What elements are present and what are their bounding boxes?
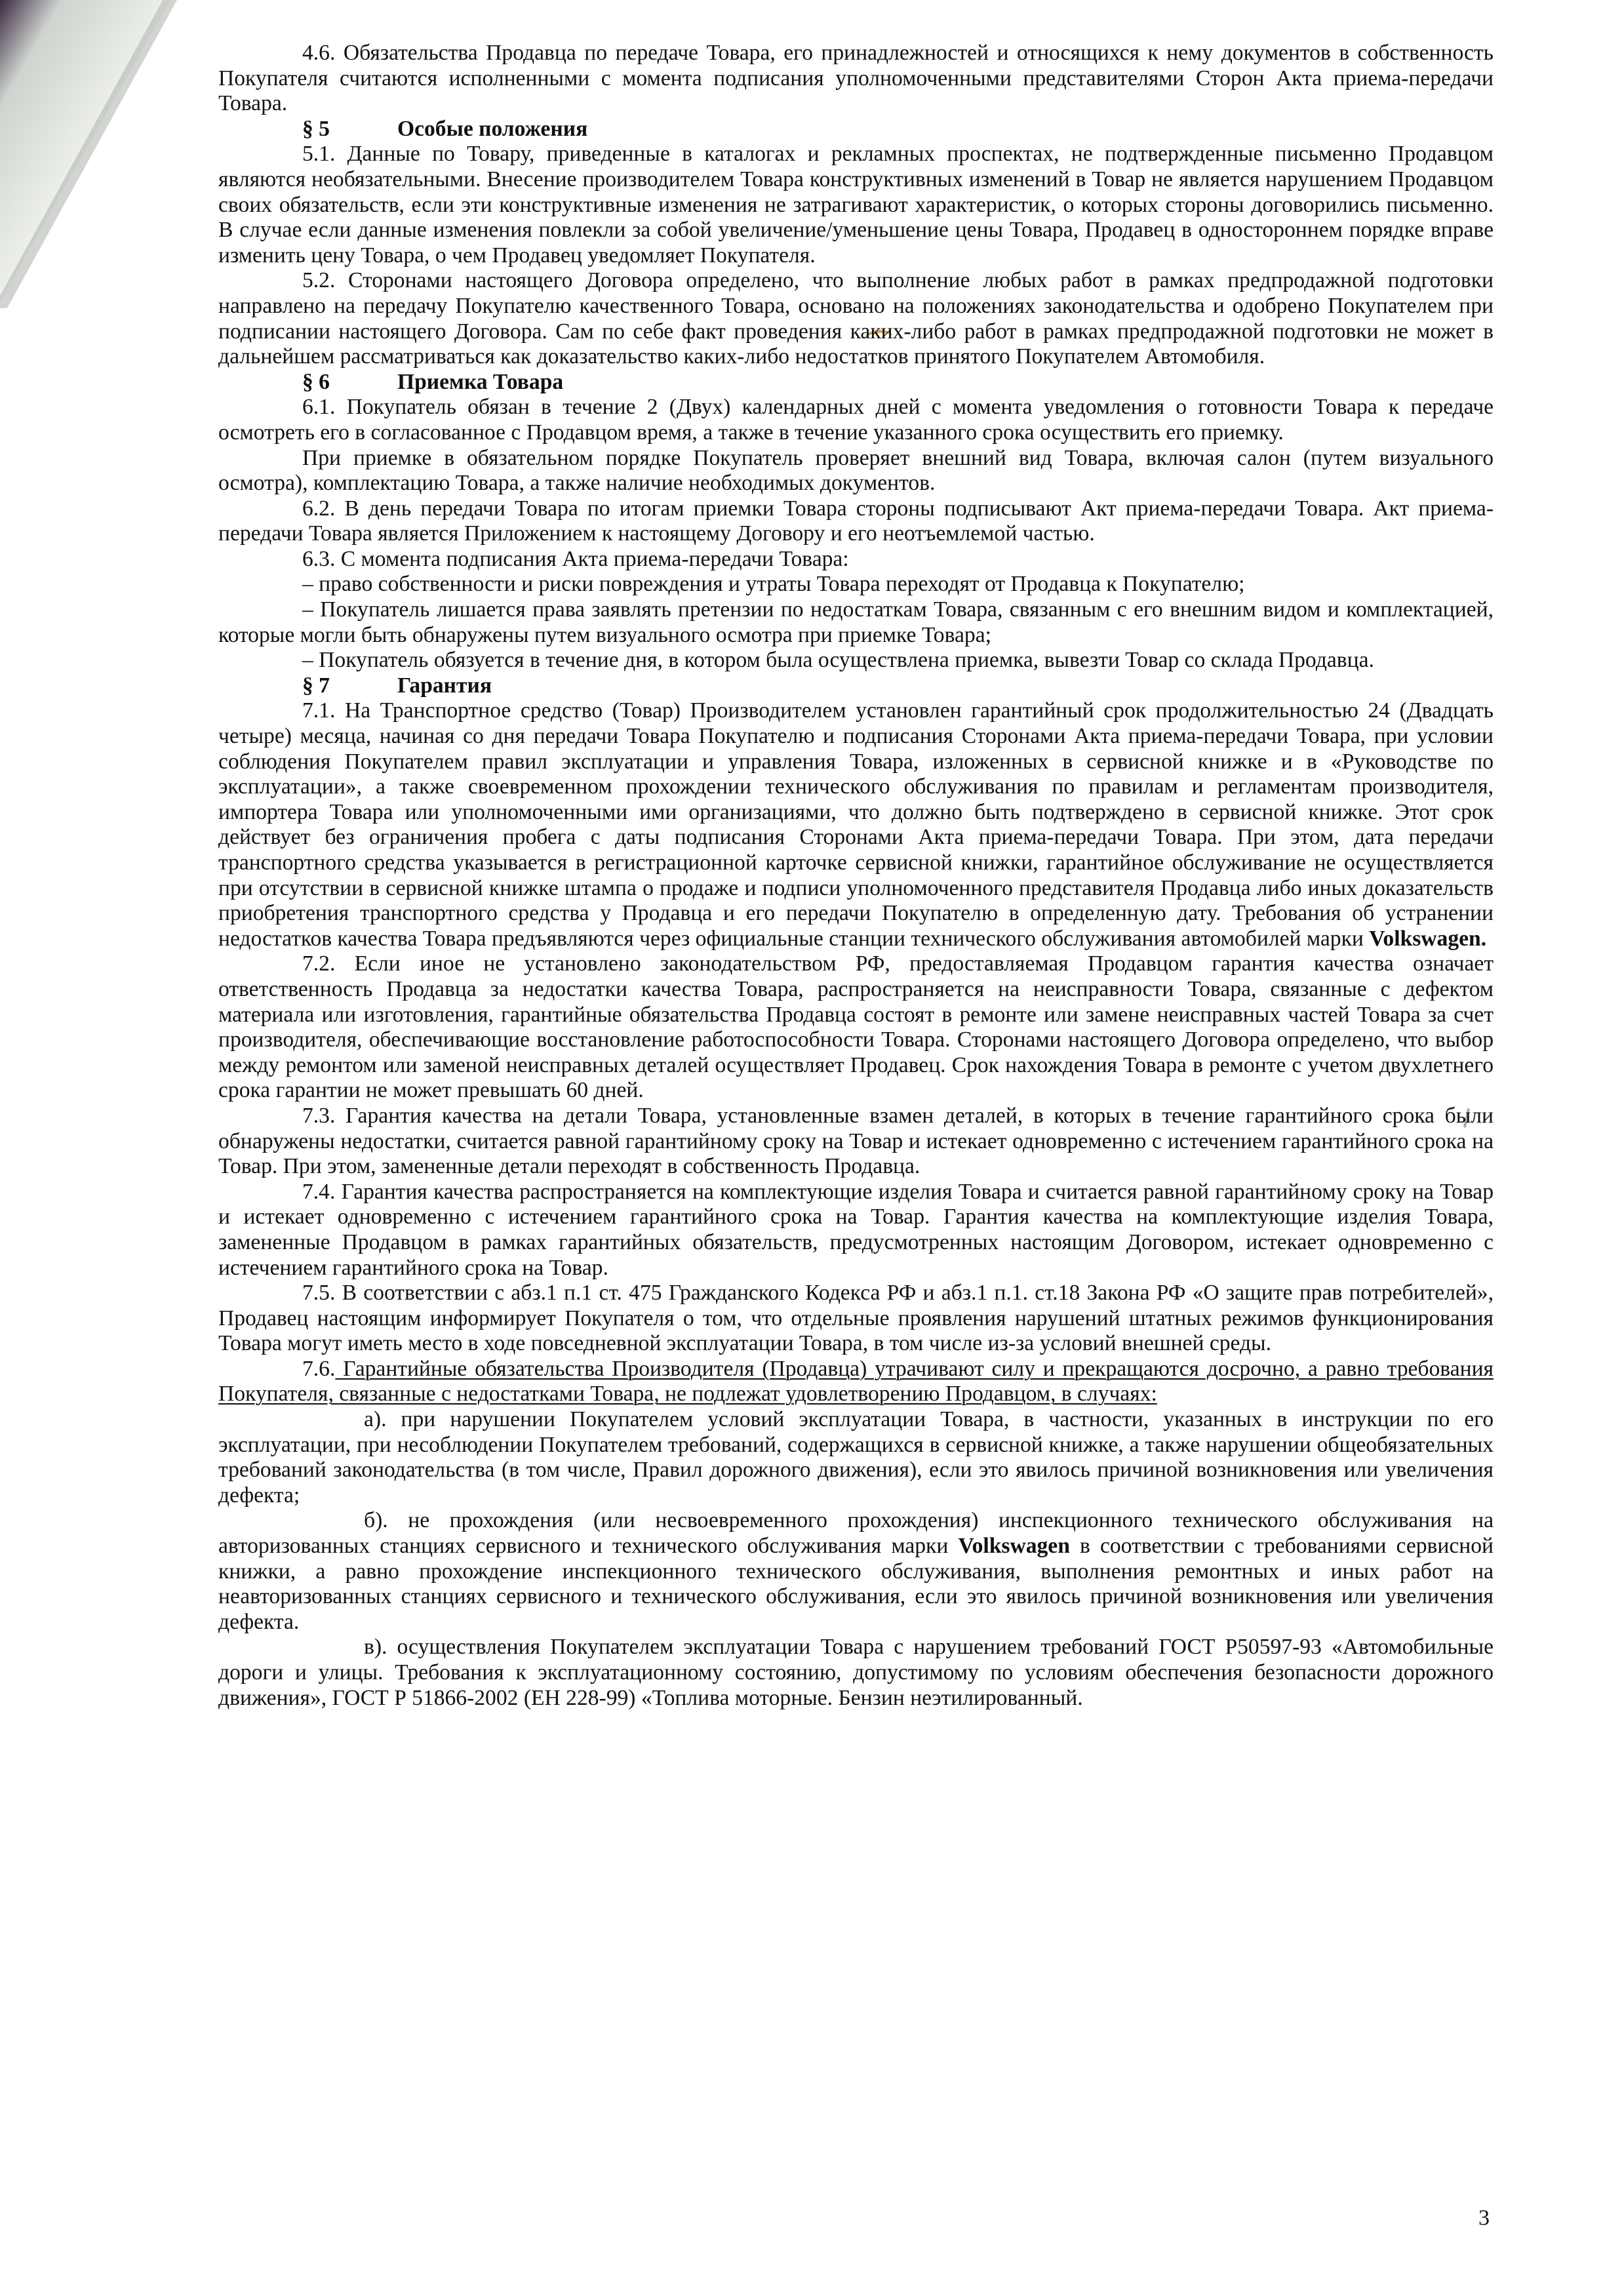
clause-6-1: 6.1. Покупатель обязан в течение 2 (Двух) календарных дней с момента уведомления о готовности Товара к передаче осмотреть его в согласованное с Продавцом время, а также в течение указанного срока осуществить его приемку. [218,395,1494,445]
clause-7-6-v: в). осуществления Покупателем эксплуатации Товара с нарушением требований ГОСТ Р50597-93 «Автомобильные дороги и улицы. Требования к эксплуатационному состоянию, допустимому по условиям обеспечения безопасности дорожного движения», ГОСТ Р 51866-2002 (ЕН 228-99) «Топлива моторные. Бензин неэтилированный. [218,1635,1494,1710]
page-number: 3 [1478,2206,1490,2230]
clause-7-6 [218,1357,1494,1407]
clause-7-1-text: 7.1. На Транспортное средство (Товар) Производителем установлен гарантийный срок продолжительностью 24 (Двадцать четыре) месяца, начиная со дня передачи Товара Покупателю и подписания Сторонами Акта приема-передачи Товара, при условии соблюдения Покупателем правил эксплуатации и управления Товара, изложенных в сервисной книжке и в «Руководстве по эксплуатации», а также своевременном прохождении технического обслуживания по правилам и регламентам производителя, импортера Товара или уполномоченными ими организациями, что должно быть подтверждено в сервисной книжке. Этот срок действует без ограничения пробега с даты подписания Сторонами Акта приема-передачи Товара. При этом, дата передачи транспортного средства указывается в регистрационной карточке сервисной книжки, гарантийное обслуживание не осуществляется при отсутствии в сервисной книжке штампа о продаже и подписи уполномоченного представителя Продавца либо иных доказательств приобретения транспортного средства у Продавца и его передачи Покупателю в определенную дату. Требования об устранении недостатков качества Товара предъявляются через официальные станции технического обслуживания автомобилей марки [218,698,1494,951]
section-title: Гарантия [397,673,492,698]
clause-7-6-b [218,1508,1494,1635]
clause-5-2: 5.2. Сторонами настоящего Договора определено, что выполнение любых работ в рамках предпродажной подготовки направлено на передачу Покупателю качественного Товара, основано на положениях законодательства и одобрено Покупателем при подписании настоящего Договора. Сам по себе факт проведения каких-либо работ в рамках предпродажной подготовки не может в дальнейшем рассматриваться как доказательство каких-либо недостатков принятого Покупателем Автомобиля. [218,268,1494,369]
clause-6-3-item: – Покупатель лишается права заявлять претензии по недостаткам Товара, связанным с его внешним видом и комплектацией, которые могли быть обнаружены путем визуального осмотра при приемке Товара; [218,597,1494,647]
clause-end: . [1480,926,1487,951]
section-title: Особые положения [397,116,588,141]
brand-name: Volkswagen [958,1534,1070,1559]
section-7-heading [218,673,1494,699]
clause-4-6: 4.6. Обязательства Продавца по передаче Товара, его принадлежностей и относящихся к нему документов в собственность Покупателя считаются исполненными с момента подписания уполномоченными представителями Сторон Акта приема-передачи Товара. [218,41,1494,116]
clause-7-1 [218,698,1494,951]
clause-7-6-underlined: Гарантийные обязательства Производителя (Продавца) утрачивают силу и прекращаются досрочно, а равно требования Покупателя, связанные с недостатками Товара, не подлежат удовлетворению Продавцом, в случаях: [218,1356,1494,1407]
section-6-heading [218,370,1494,395]
clause-5-1: 5.1. Данные по Товару, приведенные в каталогах и рекламных проспектах, не подтвержденные письменно Продавцом являются необязательными. Внесение производителем Товара конструктивных изменений в Товар не является нарушением Продавцом своих обязательств, если эти конструктивные изменения не затрагивают характеристик, о которых стороны договорились письменно. В случае если данные изменения повлекли за собой увеличение/уменьшение цены Товара, Продавец в одностороннем порядке вправе изменить цену Товара, о чем Продавец уведомляет Покупателя. [218,142,1494,268]
section-title: Приемка Товара [397,369,564,394]
brand-name: Volkswagen [1369,926,1481,951]
document-body [218,41,1494,1711]
section-number: § 5 [302,116,330,141]
section-5-heading [218,117,1494,142]
clause-7-6-b-text-end: в соответствии с требованиями сервисной книжки, а равно прохождение инспекционного технического обслуживания, выполнения ремонтных и иных работ на неавторизованных станциях сервисного и технического обслуживания, если это явилось причиной возникновения или увеличения дефекта. [218,1534,1494,1634]
clause-7-2: 7.2. Если иное не установлено законодательством РФ, предоставляемая Продавцом гарантия качества означает ответственность Продавца за недостатки качества Товара, распространяется на неисправности Товара, связанные с дефектом материала или изготовления, гарантийные обязательства Продавца состоят в ремонте или замене неисправных частей Товара за счет производителя, обеспечивающие восстановление работоспособности Товара. Сторонами настоящего Договора определено, что выбор между ремонтом или заменой неисправных деталей осуществляет Продавец. Срок нахождения Товара в ремонте с учетом двухлетнего срока гарантии не может превышать 60 дней. [218,951,1494,1103]
clause-7-6-a: а). при нарушении Покупателем условий эксплуатации Товара, в частности, указанных в инструкции по его эксплуатации, при несоблюдении Покупателем требований, содержащихся в сервисной книжке, а также нарушении общеобязательных требований законодательства (в том числе, Правил дорожного движения), если это явилось причиной возникновения или увеличения дефекта; [218,1407,1494,1507]
clause-6-3-item: – право собственности и риски повреждения и утраты Товара переходят от Продавца к Покупателю; [302,572,1245,597]
section-number: § 6 [302,369,330,394]
clause-7-3: 7.3. Гарантия качества на детали Товара, установленные взамен деталей, в которых в течение гарантийного срока были обнаружены недостатки, считается равной гарантийному сроку на Товар и истекает одновременно с истечением гарантийного срока на Товар. При этом, замененные детали переходят в собственность Продавца. [218,1103,1494,1179]
clause-number: 7.6. [302,1356,336,1381]
clause-6-2: 6.2. В день передачи Товара по итогам приемки Товара стороны подписывают Акт приема-передачи Товара. Акт приема-передачи Товара является Приложением к настоящему Договору и его неотъемлемой частью. [218,496,1494,546]
clause-6-3: 6.3. С момента подписания Акта приема-передачи Товара: [302,546,849,571]
clause-7-4: 7.4. Гарантия качества распространяется на комплектующие изделия Товара и считается равной гарантийному сроку на Товар и истекает одновременно с истечением гарантийного срока на Товар. Гарантия качества на комплектующие изделия Товара, замененные Продавцом в рамках гарантийных обязательств, предусмотренных настоящим Договором, истекает одновременно с истечением гарантийного срока на Товар. [218,1179,1494,1280]
clause-7-5: 7.5. В соответствии с абз.1 п.1 ст. 475 Гражданского Кодекса РФ и абз.1 п.1. ст.18 Закона РФ «О защите прав потребителей», Продавец настоящим информирует Покупателя о том, что отдельные проявления нарушений штатных режимов функционирования Товара могут иметь место в ходе повседневной эксплуатации Товара, в том числе из-за условий внешней среды. [218,1281,1494,1356]
clause-6-3-item: – Покупатель обязуется в течение дня, в котором была осуществлена приемка, вывезти Товар со склада Продавца. [302,648,1374,673]
section-number: § 7 [302,673,330,698]
clause-6-1-inspection: При приемке в обязательном порядке Покупатель проверяет внешний вид Товара, включая салон (путем визуального осмотра), комплектацию Товара, а также наличие необходимых документов. [218,445,1494,496]
clause-7-6-b-text: б). не прохождения (или несвоевременного прохождения) инспекционного технического обслуживания на авторизованных станциях сервисного и технического обслуживания марки [218,1508,1494,1559]
